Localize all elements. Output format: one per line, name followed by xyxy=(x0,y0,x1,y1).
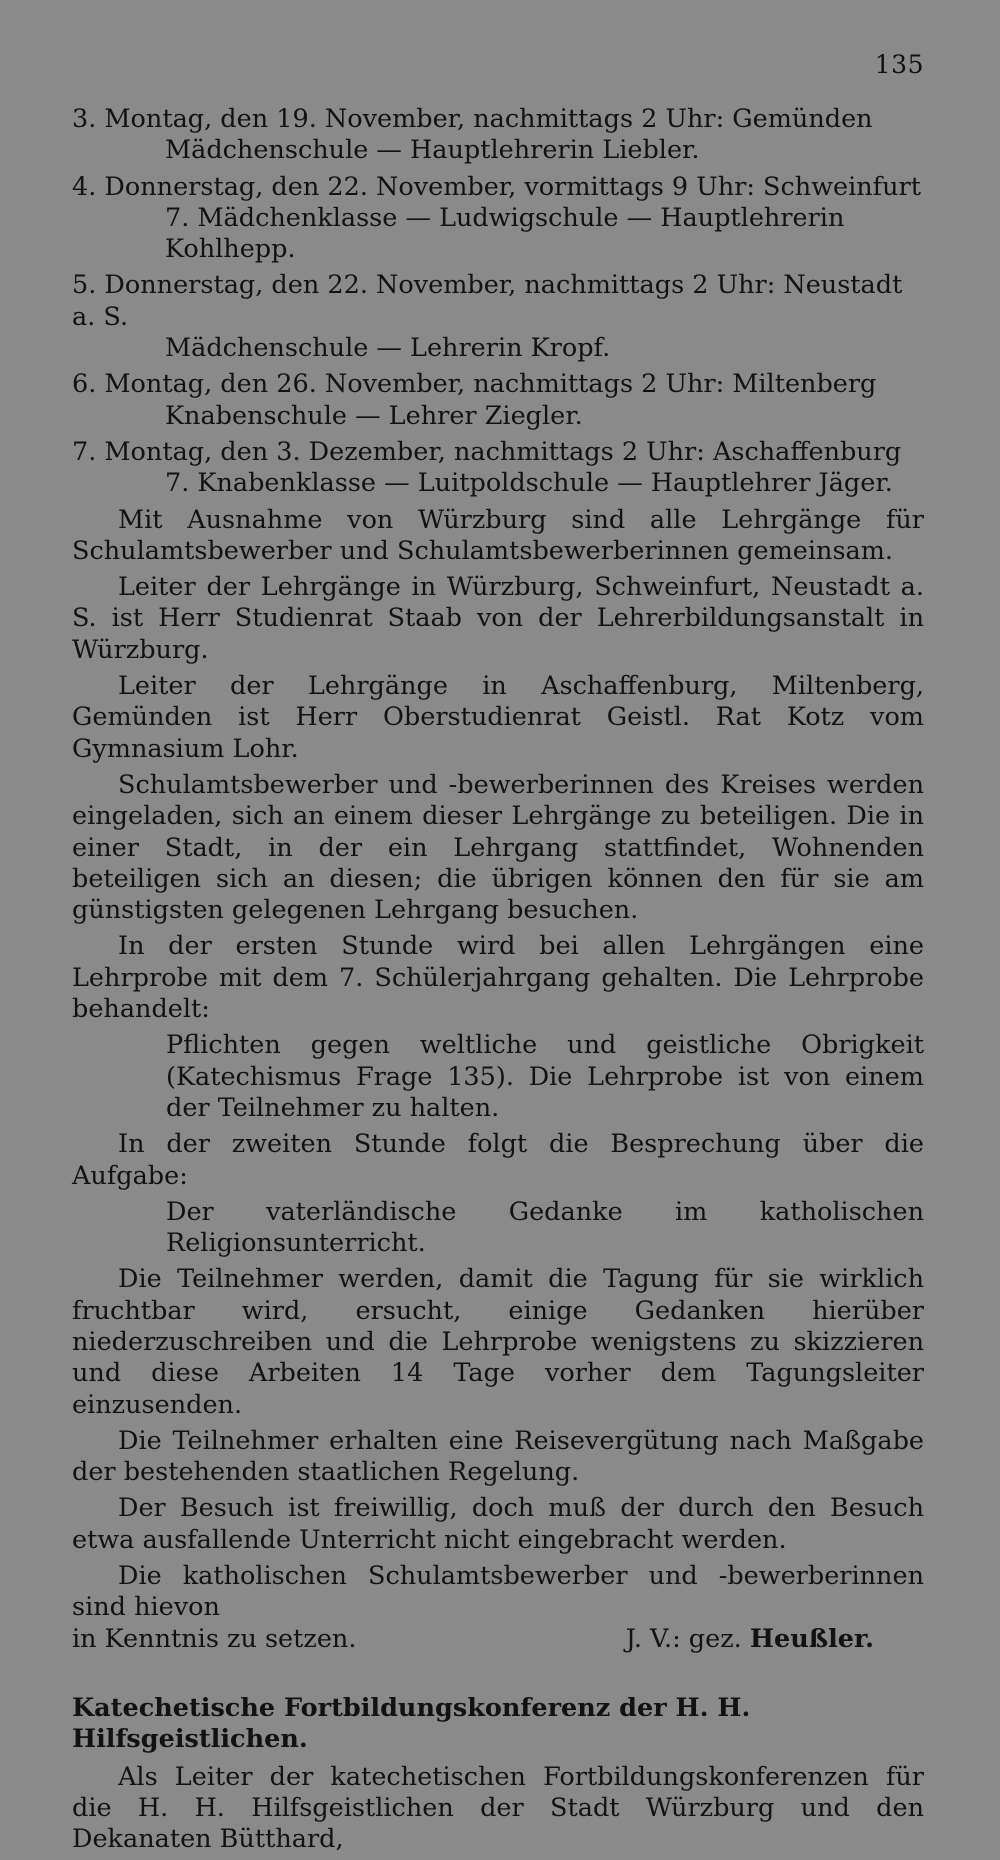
schedule-item-line2: Mädchenschule — Lehrerin Kropf. xyxy=(165,333,611,364)
schedule-item-7 xyxy=(72,437,924,500)
schedule-item-5 xyxy=(72,270,924,364)
schedule-item-line2: 7. Knabenklasse — Luitpoldschule — Hauptlehrer Jäger. xyxy=(165,468,893,499)
signature xyxy=(626,1624,924,1655)
paragraph-second-hour: In der zweiten Stunde folgt die Besprechung über die Aufgabe: xyxy=(72,1129,924,1191)
schedule-item-line1: 7. Montag, den 3. Dezember, nachmittags 2 Uhr: Aschaffenburg xyxy=(72,436,902,467)
paragraph-leader-wuerzburg: Leiter der Lehrgänge in Würzburg, Schweinfurt, Neustadt a. S. ist Herr Studienrat Staab von der Lehrerbildungsanstalt in Würzburg. xyxy=(72,572,924,665)
schedule-item-3 xyxy=(72,104,924,167)
paragraph-notice-end: in Kenntnis zu setzen. xyxy=(72,1623,357,1654)
paragraph-section-intro: Als Leiter der katechetischen Fortbildungskonferenzen für die H. H. Hilfsgeistlichen der Stadt Würzburg und den Dekanaten Bütthard, xyxy=(72,1761,924,1855)
page-number: 135 xyxy=(874,50,924,79)
paragraph-travel-allowance: Die Teilnehmer erhalten eine Reisevergütung nach Maßgabe der bestehenden staatlichen Regelung. xyxy=(72,1425,924,1488)
signature-name: Heußler. xyxy=(749,1623,874,1654)
paragraph-notice: Die katholischen Schulamtsbewerber und -bewerberinnen sind hievon xyxy=(72,1561,924,1623)
section-heading: Katechetische Fortbildungskonferenz der H. H. Hilfsgeistlichen. xyxy=(72,1692,751,1755)
body-text xyxy=(72,104,924,1860)
paragraph-leader-aschaffenburg: Leiter der Lehrgänge in Aschaffenburg, Miltenberg, Gemünden ist Herr Oberstudienrat Geistl. Rat Kotz vom Gymnasium Lohr. xyxy=(72,671,924,764)
schedule-item-line2: Mädchenschule — Hauptlehrerin Liebler. xyxy=(165,135,700,166)
schedule-item-line1: 4. Donnerstag, den 22. November, vormittags 9 Uhr: Schweinfurt xyxy=(72,171,921,202)
schedule-item-4 xyxy=(72,172,924,266)
paragraph-voluntary: Der Besuch ist freiwillig, doch muß der durch den Besuch etwa ausfallende Unterricht nicht eingebracht werden. xyxy=(72,1493,924,1555)
schedule-item-line1: 3. Montag, den 19. November, nachmittags 2 Uhr: Gemünden xyxy=(72,104,873,134)
schedule-item-line1: 6. Montag, den 26. November, nachmittags 2 Uhr: Miltenberg xyxy=(72,369,877,400)
signature-prefix: J. V.: gez. xyxy=(625,1623,742,1654)
paragraph-participants-request: Die Teilnehmer werden, damit die Tagung für sie wirklich fruchtbar wird, ersucht, einige Gedanken hierüber niederzuschreiben und die Lehrprobe wenigstens zu skizzieren und diese Arbeiten 14 Tage vorher dem Tagungsleiter einzusenden. xyxy=(72,1264,924,1420)
schedule-item-line2: Knabenschule — Lehrer Ziegler. xyxy=(165,400,583,431)
paragraph-common-courses: Mit Ausnahme von Würzburg sind alle Lehrgänge für Schulamtsbewerber und Schulamtsbewerberinnen gemeinsam. xyxy=(72,504,924,566)
paragraph-invitation: Schulamtsbewerber und -bewerberinnen des Kreises werden eingeladen, sich an einem dieser Lehrgänge zu beteiligen. Die in einer Stadt, in der ein Lehrgang stattfindet, Wohnenden beteiligen sich an diesen; die übrigen können den für sie am günstigsten gelegenen Lehrgang besuchen. xyxy=(72,769,924,926)
schedule-item-6 xyxy=(72,369,924,432)
schedule-item-line1: 5. Donnerstag, den 22. November, nachmittags 2 Uhr: Neustadt a. S. xyxy=(72,270,903,332)
schedule-item-line2: 7. Mädchenklasse — Ludwigschule — Hauptlehrerin Kohlhepp. xyxy=(165,202,845,265)
signature-line xyxy=(72,1624,924,1655)
paragraph-lesson-topic: Pflichten gegen weltliche und geistliche Obrigkeit (Katechismus Frage 135). Die Lehrprobe ist von einem der Teilnehmer zu halten. xyxy=(166,1030,924,1123)
paragraph-first-hour: In der ersten Stunde wird bei allen Lehrgängen eine Lehrprobe mit dem 7. Schülerjahrgang gehalten. Die Lehrprobe behandelt: xyxy=(72,931,924,1025)
paragraph-discussion-topic: Der vaterländische Gedanke im katholischen Religionsunterricht. xyxy=(166,1196,924,1259)
